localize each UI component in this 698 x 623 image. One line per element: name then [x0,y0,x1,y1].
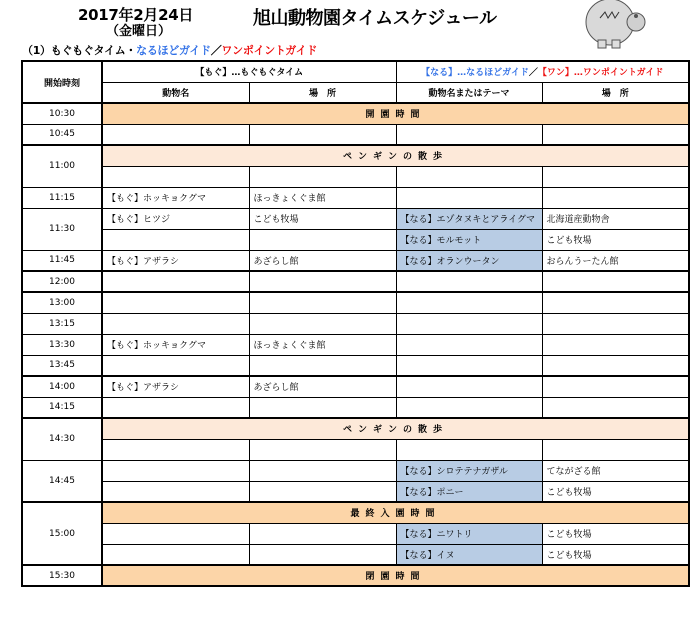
section-subtitle [22,42,317,58]
table-row [22,565,689,586]
guide-cell: 【なる】オランウータン [396,250,542,271]
time-cell: 14:00 [22,376,102,397]
guide-place-cell: こども牧場 [542,523,689,544]
time-cell: 15:00 [22,502,102,565]
animal-cell: 【もぐ】アザラシ [102,250,249,271]
animal-cell: 【もぐ】アザラシ [102,376,249,397]
table-row [22,271,689,292]
schedule-weekday: （金曜日） [106,24,172,39]
table-row [22,229,689,250]
penguin-walk-bar: ペンギンの散歩 [102,418,689,439]
table-row [22,418,689,439]
subtitle-slash: ／ [210,44,222,57]
table-row [22,292,689,313]
subtitle-naruhodo: なるほどガイド [136,44,211,57]
closing-bar: 閉園時間 [102,565,689,586]
guide-place-cell: 北海道産動物舎 [542,208,689,229]
last-entry-bar: 最終入園時間 [102,502,689,523]
subtitle-prefix: （1）もぐもぐタイム・ [22,44,137,57]
time-cell: 15:30 [22,565,102,586]
guide-place-cell: こども牧場 [542,481,689,502]
time-cell: 12:00 [22,271,102,292]
table-row [22,313,689,334]
header-animal-theme: 動物名またはテーマ [396,82,542,103]
time-cell: 13:30 [22,334,102,355]
header-mogu-group: 【もぐ】…もぐもぐタイム [102,61,396,82]
table-row [22,523,689,544]
animal-cell: 【もぐ】ヒツジ [102,208,249,229]
schedule-table [21,60,690,587]
animal-cell: 【もぐ】ホッキョクグマ [102,187,249,208]
guide-place-cell: てながざる館 [542,460,689,481]
opening-bar: 開園時間 [102,103,689,124]
table-row [22,355,689,376]
guide-place-cell: こども牧場 [542,544,689,565]
guide-cell: 【なる】シロテテナガザル [396,460,542,481]
time-cell: 14:45 [22,460,102,502]
place-cell: ほっきょくぐま館 [249,187,396,208]
naru-label: 【なる】…なるほどガイド [421,68,529,79]
wan-label: 【ワン】…ワンポイントガイド [537,68,664,79]
subtitle-onepoint: ワンポイントガイド [221,44,318,57]
table-row [22,334,689,355]
guide-cell: 【なる】ポニー [396,481,542,502]
page-title: 旭山動物園タイムスケジュール [253,8,497,29]
table-row [22,124,689,145]
table-row [22,460,689,481]
guide-cell: 【なる】イヌ [396,544,542,565]
animal-cell: 【もぐ】ホッキョクグマ [102,334,249,355]
table-row [22,544,689,565]
header-guide-group [396,61,689,82]
table-row [22,250,689,271]
header-start-time: 開始時刻 [22,61,102,103]
table-row [22,481,689,502]
place-cell: あざらし館 [249,250,396,271]
table-row [22,187,689,208]
table-row [22,502,689,523]
table-row [22,166,689,187]
time-cell: 11:30 [22,208,102,250]
guide-cell: 【なる】モルモット [396,229,542,250]
time-cell: 13:00 [22,292,102,313]
table-row [22,145,689,166]
time-cell: 11:00 [22,145,102,187]
guide-cell: 【なる】エゾタヌキとアライグマ [396,208,542,229]
time-cell: 14:15 [22,397,102,418]
guide-place-cell: おらんうーたん館 [542,250,689,271]
schedule-date: 2017年2月24日 [78,6,194,24]
time-cell: 13:15 [22,313,102,334]
time-cell: 11:45 [22,250,102,271]
guide-place-cell: こども牧場 [542,229,689,250]
table-row [22,208,689,229]
time-cell: 10:45 [22,124,102,145]
table-row [22,397,689,418]
time-cell: 10:30 [22,103,102,124]
hippo-illustration-icon [578,0,658,50]
place-cell: ほっきょくぐま館 [249,334,396,355]
place-cell: あざらし館 [249,376,396,397]
penguin-walk-bar: ペンギンの散歩 [102,145,689,166]
header-place: 場 所 [249,82,396,103]
header-place-2: 場 所 [542,82,689,103]
time-cell: 11:15 [22,187,102,208]
guide-slash: ／ [528,68,538,79]
table-row [22,376,689,397]
time-cell: 13:45 [22,355,102,376]
guide-cell: 【なる】ニワトリ [396,523,542,544]
table-row [22,439,689,460]
time-cell: 14:30 [22,418,102,460]
place-cell: こども牧場 [249,208,396,229]
header-animal: 動物名 [102,82,249,103]
table-row [22,103,689,124]
